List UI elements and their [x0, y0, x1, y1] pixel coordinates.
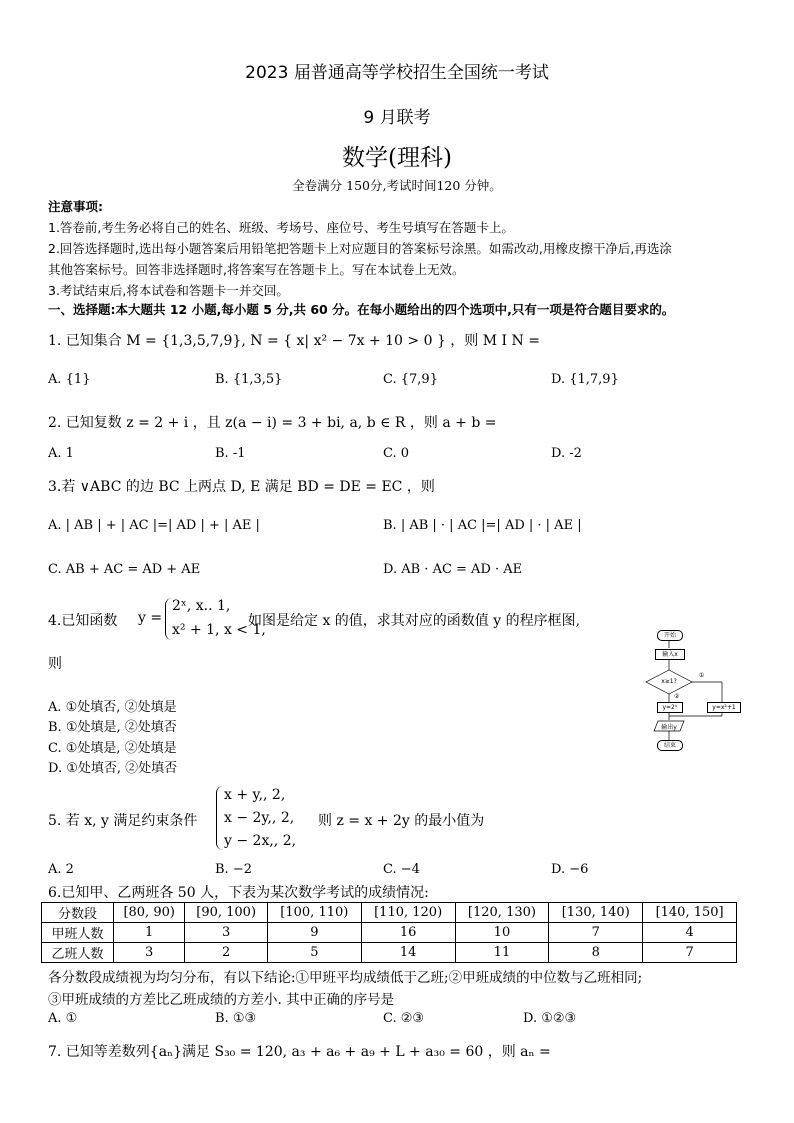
q6-stem: 6.已知甲、乙两班各 50 人，下表为某次数学考试的成绩情况: [48, 885, 429, 901]
q1-stem: 1. 已知集合 M = {1,3,5,7,9}, N = { x| x² − 7x + 10 > 0 } ，则 M I N = [48, 333, 540, 349]
q2-option-b: B. -1 [215, 446, 246, 461]
q4-text: 如图是给定 x 的值，求其对应的函数值 y 的程序框图, [248, 613, 581, 629]
table-cell: 10 [455, 923, 549, 943]
q6-conclusions-1: 各分数段成绩视为均匀分布，有以下结论:①甲班平均成绩低于乙班;②甲班成绩的中位数与乙班相同; [48, 970, 643, 986]
subject-title: 数学(理科) [342, 145, 452, 171]
q1-option-a: A. {1} [48, 372, 91, 387]
q2-stem: 2. 已知复数 z = 2 + i ，且 z(a − i) = 3 + bi, a, b ∈ R ，则 a + b = [48, 415, 497, 431]
q4-then: 则 [48, 656, 62, 672]
q4-brace [165, 598, 172, 640]
table-cell: 7 [643, 943, 737, 963]
q4-option-b: B. ①处填是, ②处填否 [48, 720, 177, 735]
flow-mark-1: ① [699, 672, 705, 679]
table-header-cell: [120, 130) [455, 903, 549, 923]
q5-option-b: B. −2 [215, 862, 252, 877]
table-cell: 甲班人数 [42, 923, 114, 943]
table-row [42, 923, 737, 943]
table-cell: 3 [185, 923, 268, 943]
q6-option-c: C. ②③ [383, 1011, 425, 1026]
table-cell: 9 [267, 923, 361, 943]
flowchart-lines [644, 628, 744, 756]
table-cell: 5 [267, 943, 361, 963]
q6-option-a: A. ① [48, 1011, 78, 1026]
section-1-heading: 一、选择题:本大题共 12 小题,每小题 5 分,共 60 分。在每小题给出的四个选项中,只有一项是符合题目要求的。 [48, 302, 675, 317]
note-3: 3.考试结束后,将本试卷和答题卡一并交回。 [48, 283, 289, 298]
q2-option-d: D. -2 [551, 446, 582, 461]
q4-flowchart [644, 628, 744, 756]
q7-stem: 7. 已知等差数列{aₙ}满足 S₃₀ = 120, a₃ + a₆ + a₉ + L + a₃₀ = 60 ，则 aₙ = [48, 1044, 551, 1060]
q5-prefix: 5. 若 x, y 满足约束条件 [48, 813, 198, 829]
flow-input: 输入x [655, 649, 685, 660]
table-header-cell: [90, 100) [185, 903, 268, 923]
q5-option-c: C. −4 [383, 862, 420, 877]
q4-option-a: A. ①处填否, ②处填是 [48, 700, 177, 715]
table-header-cell: [100, 110) [267, 903, 361, 923]
q5-brace [216, 786, 223, 850]
table-cell: 3 [114, 943, 185, 963]
q4-case-2: x² + 1, x < 1, [172, 622, 266, 638]
q5-constraint-2: x − 2y,, 2, [224, 810, 295, 826]
flow-condition: x≥1? [661, 678, 677, 685]
q6-option-b: B. ①③ [215, 1011, 257, 1026]
q4-option-d: D. ①处填否, ②处填否 [48, 761, 178, 776]
exam-title: 2023 届普通高等学校招生全国统一考试 [245, 63, 549, 83]
flow-mark-2: ② [674, 693, 680, 700]
note-1: 1.答卷前,考生务必将自己的姓名、班级、考场号、座位号、考生号填写在答题卡上。 [48, 220, 514, 235]
q3-option-d: D. AB · AC = AD · AE [383, 562, 523, 577]
table-cell: 16 [361, 923, 455, 943]
table-cell: 2 [185, 943, 268, 963]
table-cell: 乙班人数 [42, 943, 114, 963]
q4-case-1: 2ˣ, x.. 1, [172, 598, 231, 614]
table-header-cell: 分数段 [42, 903, 114, 923]
table-header-cell: [110, 120) [361, 903, 455, 923]
q6-option-d: D. ①②③ [523, 1011, 577, 1026]
q5-constraint-1: x + y,, 2, [224, 787, 286, 803]
table-header-cell: [140, 150] [643, 903, 737, 923]
q2-option-a: A. 1 [48, 446, 74, 461]
note-2a: 2.回答选择题时,选出每小题答案后用铅笔把答题卡上对应题目的答案标号涂黑。如需改动,用橡皮擦干净后,再选涂 [48, 241, 672, 256]
q5-option-a: A. 2 [48, 862, 74, 877]
q3-option-a: A. | AB | + | AC |=| AD | + | AE | [48, 518, 260, 533]
exam-info: 全卷满分 150分,考试时间120 分钟。 [292, 178, 502, 193]
q4-y: y = [138, 610, 163, 626]
q2-option-c: C. 0 [383, 446, 410, 461]
table-header-row [42, 903, 737, 923]
flow-branch-1: y=2ˣ [657, 702, 683, 713]
exam-subtitle: 9 月联考 [363, 108, 431, 128]
table-cell: 14 [361, 943, 455, 963]
q3-option-c: C. AB + AC = AD + AE [48, 562, 201, 577]
table-header-cell: [80, 90) [114, 903, 185, 923]
flow-branch-2: y=x²+1 [707, 702, 741, 713]
q5-option-d: D. −6 [551, 862, 589, 877]
q3-stem: 3.若 ∨ABC 的边 BC 上两点 D, E 满足 BD = DE = EC ，则 [48, 479, 435, 495]
flow-start: 开始 [657, 630, 683, 641]
table-row [42, 943, 737, 963]
q1-option-c: C. {7,9} [383, 372, 438, 387]
table-cell: 4 [643, 923, 737, 943]
q5-text: 则 z = x + 2y 的最小值为 [318, 813, 485, 829]
table-cell: 1 [114, 923, 185, 943]
flow-output: 输出y [661, 724, 677, 731]
q1-option-d: D. {1,7,9} [551, 372, 619, 387]
note-2b: 其他答案标号。回答非选择题时,将答案写在答题卡上。写在本试卷上无效。 [48, 262, 465, 277]
q3-option-b: B. | AB | · | AC |=| AD | · | AE | [383, 518, 582, 533]
notes-heading: 注意事项: [48, 199, 103, 214]
table-header-cell: [130, 140) [549, 903, 643, 923]
table-cell: 11 [455, 943, 549, 963]
flow-end: 结束 [657, 740, 683, 751]
table-cell: 7 [549, 923, 643, 943]
q4-prefix: 4.已知函数 [48, 613, 118, 629]
q6-conclusions-2: ③甲班成绩的方差比乙班成绩的方差小. 其中正确的序号是 [48, 992, 395, 1008]
table-cell: 8 [549, 943, 643, 963]
q6-score-table [41, 902, 737, 963]
q1-option-b: B. {1,3,5} [215, 372, 283, 387]
q5-constraint-3: y − 2x,, 2, [224, 833, 297, 849]
q4-option-c: C. ①处填是, ②处填是 [48, 741, 177, 756]
